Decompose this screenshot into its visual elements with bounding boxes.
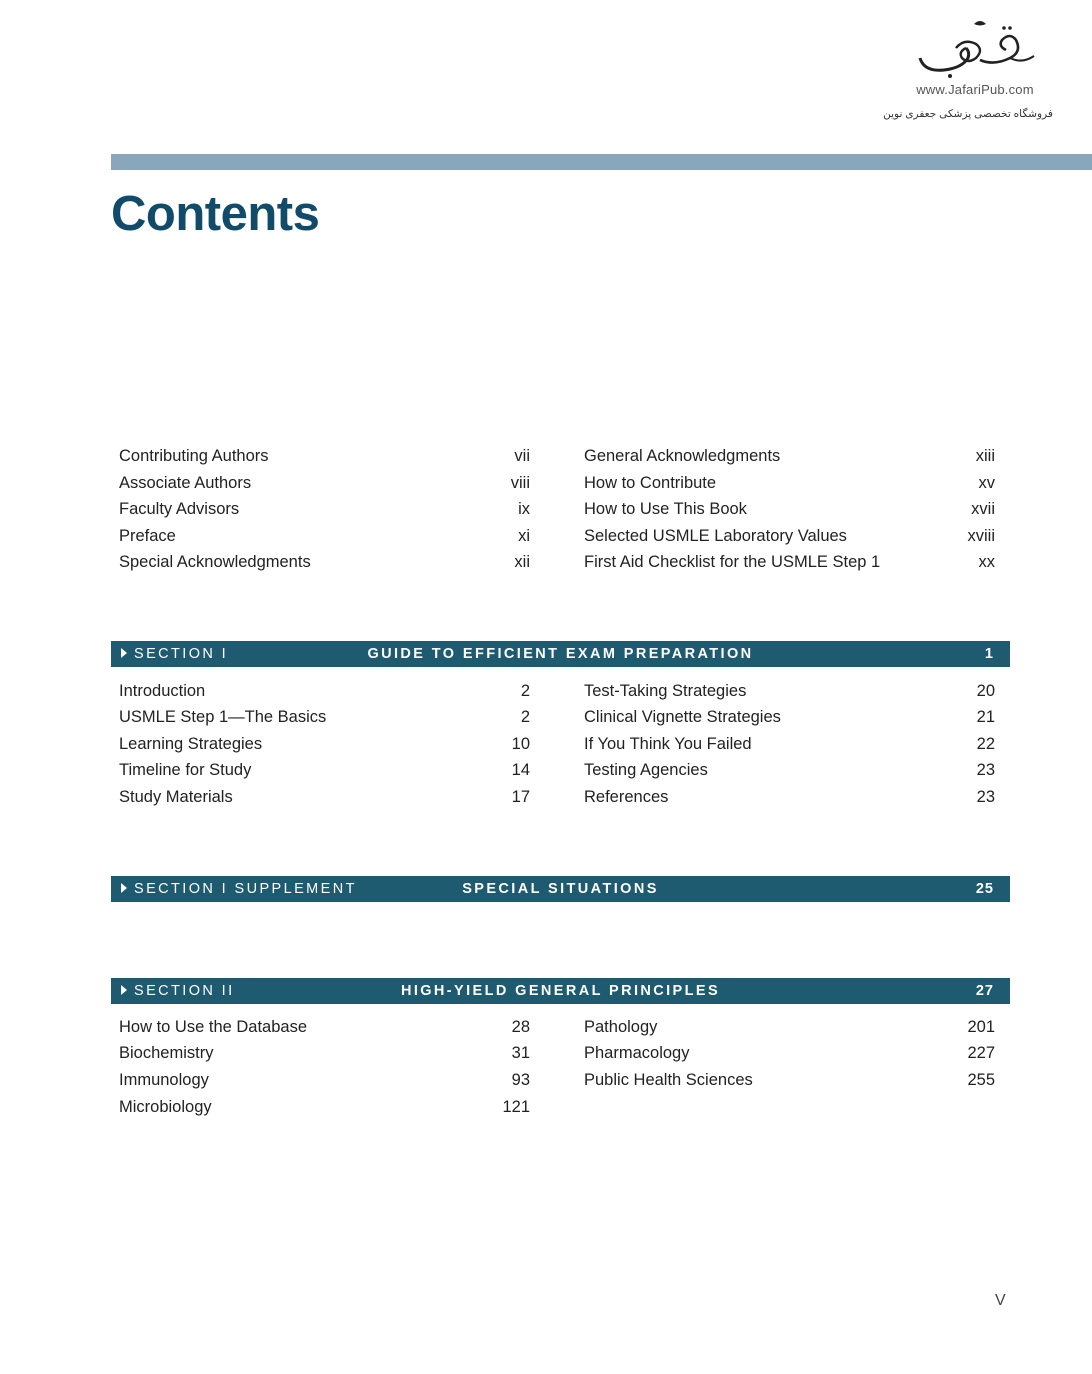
toc-entry-page: viii xyxy=(510,474,530,492)
toc-entry[interactable] xyxy=(584,678,995,704)
toc-entry-title: Learning Strategies xyxy=(119,735,263,753)
toc-entry-page: xvii xyxy=(971,500,995,518)
toc-entry-page: xii xyxy=(514,553,530,571)
toc-entry-title: Preface xyxy=(119,527,176,545)
toc-entry[interactable] xyxy=(119,757,530,783)
logo-tagline: فروشگاه تخصصی پزشکی جعفری نوین xyxy=(883,108,1053,120)
toc-entry-title: Special Acknowledgments xyxy=(119,553,311,571)
toc-entry-page: 2 xyxy=(520,682,530,700)
toc-entry-page: xv xyxy=(978,474,995,492)
toc-entry[interactable] xyxy=(119,443,530,469)
toc-entry-title: Timeline for Study xyxy=(119,761,252,779)
toc-entry-title: Immunology xyxy=(119,1071,209,1089)
section-title: SPECIAL SITUATIONS xyxy=(462,881,659,897)
toc-entry[interactable] xyxy=(584,704,995,730)
toc-entry[interactable] xyxy=(584,1014,995,1040)
toc-entry[interactable] xyxy=(119,1067,530,1093)
toc-entry-page: 10 xyxy=(511,735,530,753)
toc-entry-title: Associate Authors xyxy=(119,474,252,492)
toc-entry-page: 227 xyxy=(967,1044,995,1062)
toc-entry-page: 14 xyxy=(511,761,530,779)
section-label: SECTION I SUPPLEMENT xyxy=(134,881,357,897)
toc-entry[interactable] xyxy=(584,731,995,757)
toc-entry-title: Microbiology xyxy=(119,1098,212,1116)
toc-entry[interactable] xyxy=(119,1014,530,1040)
toc-entry-title: Pharmacology xyxy=(584,1044,690,1062)
page-number: V xyxy=(995,1292,1006,1309)
toc-entry-title: Introduction xyxy=(119,682,206,700)
toc-entry-page: 2 xyxy=(520,708,530,726)
toc-entry[interactable] xyxy=(119,784,530,810)
toc-entry-title: Study Materials xyxy=(119,788,233,806)
section-page: 1 xyxy=(984,646,994,662)
toc-entry[interactable] xyxy=(584,1040,995,1066)
toc-entry[interactable] xyxy=(119,470,530,496)
section-label: SECTION II xyxy=(134,983,235,999)
header-rule xyxy=(111,154,1092,170)
toc-entry-page: vii xyxy=(514,447,530,465)
toc-entry-title: Selected USMLE Laboratory Values xyxy=(584,527,847,545)
toc-entry-title: References xyxy=(584,788,669,806)
toc-entry-page: 23 xyxy=(976,761,995,779)
toc-entry-title: If You Think You Failed xyxy=(584,735,752,753)
toc-entry[interactable] xyxy=(584,470,995,496)
toc-entry[interactable] xyxy=(119,1040,530,1066)
toc-entry-title: How to Use This Book xyxy=(584,500,747,518)
toc-entry-page: xiii xyxy=(975,447,995,465)
toc-entry-page: 201 xyxy=(967,1018,995,1036)
toc-entry-title: Clinical Vignette Strategies xyxy=(584,708,781,726)
toc-entry[interactable] xyxy=(119,496,530,522)
calligraphy-logo-icon xyxy=(910,18,1040,80)
toc-entry-page: 17 xyxy=(511,788,530,806)
section-header[interactable] xyxy=(111,641,1010,667)
toc-entry-title: Faculty Advisors xyxy=(119,500,240,518)
toc-entry[interactable] xyxy=(119,704,530,730)
toc-entry-page: 28 xyxy=(511,1018,530,1036)
toc-entry[interactable] xyxy=(119,731,530,757)
toc-entry[interactable] xyxy=(584,757,995,783)
toc-entry[interactable] xyxy=(119,549,530,575)
toc-entry-title: Public Health Sciences xyxy=(584,1071,753,1089)
toc-entry[interactable] xyxy=(119,523,530,549)
toc-entry-page: 93 xyxy=(511,1071,530,1089)
toc-entry-page: 255 xyxy=(967,1071,995,1089)
toc-entry-title: How to Contribute xyxy=(584,474,717,492)
toc-entry-title: Biochemistry xyxy=(119,1044,214,1062)
section-label: SECTION I xyxy=(134,646,229,662)
toc-entry-page: xviii xyxy=(967,527,995,545)
toc-entry-title: Contributing Authors xyxy=(119,447,269,465)
toc-entry-title: Pathology xyxy=(584,1018,658,1036)
toc-entry[interactable] xyxy=(584,784,995,810)
toc-entry-title: Test-Taking Strategies xyxy=(584,682,747,700)
toc-entry-title: How to Use the Database xyxy=(119,1018,308,1036)
toc-entry-title: First Aid Checklist for the USMLE Step 1 xyxy=(584,553,881,571)
toc-entry[interactable] xyxy=(584,496,995,522)
toc-entry-page: 23 xyxy=(976,788,995,806)
toc-entry-page: 20 xyxy=(976,682,995,700)
toc-entry[interactable] xyxy=(119,678,530,704)
toc-entry[interactable] xyxy=(119,1094,530,1120)
section-header[interactable] xyxy=(111,978,1010,1004)
section-title: HIGH-YIELD GENERAL PRINCIPLES xyxy=(400,983,721,999)
toc-entry-page: xx xyxy=(978,553,995,571)
section-page: 27 xyxy=(975,983,994,999)
toc-entry-title: USMLE Step 1—The Basics xyxy=(119,708,327,726)
toc-entry-page: 21 xyxy=(976,708,995,726)
toc-entry-title: General Acknowledgments xyxy=(584,447,781,465)
toc-entry-page: ix xyxy=(518,500,530,518)
toc-entry[interactable] xyxy=(584,1067,995,1093)
logo-url: www.JafariPub.com xyxy=(916,82,1034,97)
section-page: 25 xyxy=(975,881,994,897)
toc-entry-page: 121 xyxy=(502,1098,530,1116)
toc-entry-page: xi xyxy=(518,527,530,545)
page-title: Contents xyxy=(111,187,320,241)
toc-entry[interactable] xyxy=(584,523,995,549)
toc-entry-title: Testing Agencies xyxy=(584,761,708,779)
toc-entry-page: 22 xyxy=(976,735,995,753)
section-header[interactable] xyxy=(111,876,1010,902)
toc-entry-page: 31 xyxy=(511,1044,530,1062)
publisher-logo xyxy=(880,18,1070,128)
toc-entry[interactable] xyxy=(584,443,995,469)
toc-entry[interactable] xyxy=(584,549,995,575)
section-title: GUIDE TO EFFICIENT EXAM PREPARATION xyxy=(367,646,754,662)
